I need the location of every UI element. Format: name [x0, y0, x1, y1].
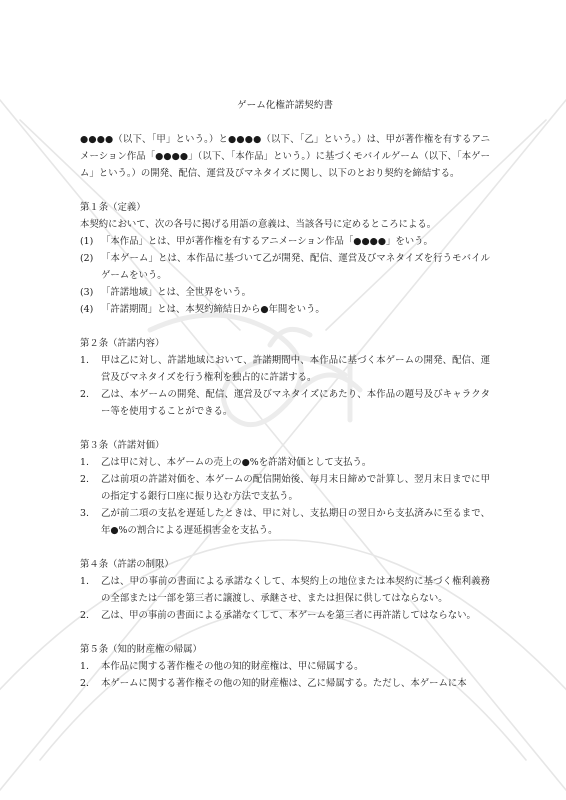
article-5: [80, 641, 490, 692]
item-number: 2.: [80, 389, 89, 400]
list-item: [80, 658, 490, 675]
list-item: [80, 386, 490, 420]
item-text: 乙は、甲の事前の書面による承諾なくして、本契約上の地位または本契約に基づく権利義務の全部または一部を第三者に譲渡し、承継させ、または担保に供してはならない。: [101, 576, 490, 604]
list-item: [80, 454, 490, 471]
article-heading: 第１条（定義）: [80, 202, 146, 213]
item-text: 甲は乙に対し、許諾地域において、許諾期間中、本作品に基づく本ゲームの開発、配信、運営及びマネタイズを行う権利を独占的に許諾する。: [101, 355, 490, 383]
item-number: 2.: [80, 474, 89, 485]
item-text: 「許諾期間」とは、本契約締結日から●年間をいう。: [101, 304, 325, 315]
page-title: ゲーム化権許諾契約書: [237, 100, 333, 111]
list-item: [80, 301, 490, 318]
item-number: 1.: [80, 355, 89, 366]
article-lead: 本契約において、次の各号に掲げる用語の意義は、当該各号に定めるところによる。: [80, 219, 437, 230]
item-text: 「本ゲーム」とは、本作品に基づいて乙が開発、配信、運営及びマネタイズを行うモバイルゲームをいう。: [101, 253, 490, 281]
item-text: 乙は前項の許諾対価を、本ゲームの配信開始後、毎月末日締めで計算し、翌月末日までに甲の指定する銀行口座に振り込む方法で支払う。: [101, 474, 490, 502]
list-item: [80, 573, 490, 607]
item-text: 乙が前二項の支払を遅延したときは、甲に対し、支払期日の翌日から支払済みに至るまで、年●%の割合による遅延損害金を支払う。: [101, 508, 490, 536]
item-number: (4): [80, 304, 94, 315]
article-heading: 第２条（許諾内容）: [80, 338, 165, 349]
item-number: (1): [80, 236, 94, 247]
item-number: (2): [80, 253, 94, 264]
list-item: [80, 284, 490, 301]
article-2: [80, 335, 490, 420]
item-text: 本作品に関する著作権その他の知的財産権は、甲に帰属する。: [101, 661, 364, 672]
list-item: [80, 352, 490, 386]
item-number: (3): [80, 287, 94, 298]
list-item: [80, 471, 490, 505]
list-item: [80, 675, 490, 692]
item-text: 「本作品」とは、甲が著作権を有するアニメーション作品「●●●●」をいう。: [101, 236, 433, 247]
list-item: [80, 250, 490, 284]
item-text: 本ゲームに関する著作権その他の知的財産権は、乙に帰属する。ただし、本ゲームに本: [101, 678, 467, 689]
preamble-paragraph: ●●●●（以下、「甲」という。）と●●●●（以下、「乙」という。）は、甲が著作権を有するアニメーション作品「●●●●」（以下、「本作品」という。）に基づくモバイルゲーム（以下、「本ゲーム」という。）の開発、配信、運営及びマネタイズに関し、以下のとおり契約を締結する。: [80, 134, 490, 179]
item-number: 2.: [80, 678, 89, 689]
list-item: [80, 607, 490, 624]
item-number: 1.: [80, 576, 89, 587]
item-text: 「許諾地域」とは、全世界をいう。: [101, 287, 252, 298]
article-heading: 第４条（許諾の制限）: [80, 559, 174, 570]
list-item: [80, 505, 490, 539]
item-number: 1.: [80, 457, 89, 468]
article-heading: 第５条（知的財産権の帰属）: [80, 644, 202, 655]
item-text: 乙は甲に対し、本ゲームの売上の●%を許諾対価として支払う。: [101, 457, 372, 468]
item-number: 1.: [80, 661, 89, 672]
item-number: 2.: [80, 610, 89, 621]
item-text: 乙は、本ゲームの開発、配信、運営及びマネタイズにあたり、本作品の題号及びキャラクター等を使用することができる。: [101, 389, 490, 417]
article-4: [80, 556, 490, 624]
article-heading: 第３条（許諾対価）: [80, 440, 165, 451]
contract-body: [80, 97, 490, 692]
article-3: [80, 437, 490, 539]
article-1: [80, 199, 490, 318]
item-number: 3.: [80, 508, 89, 519]
list-item: [80, 233, 490, 250]
item-text: 乙は、甲の事前の書面による承諾なくして、本ゲームを第三者に再許諾してはならない。: [101, 610, 476, 621]
